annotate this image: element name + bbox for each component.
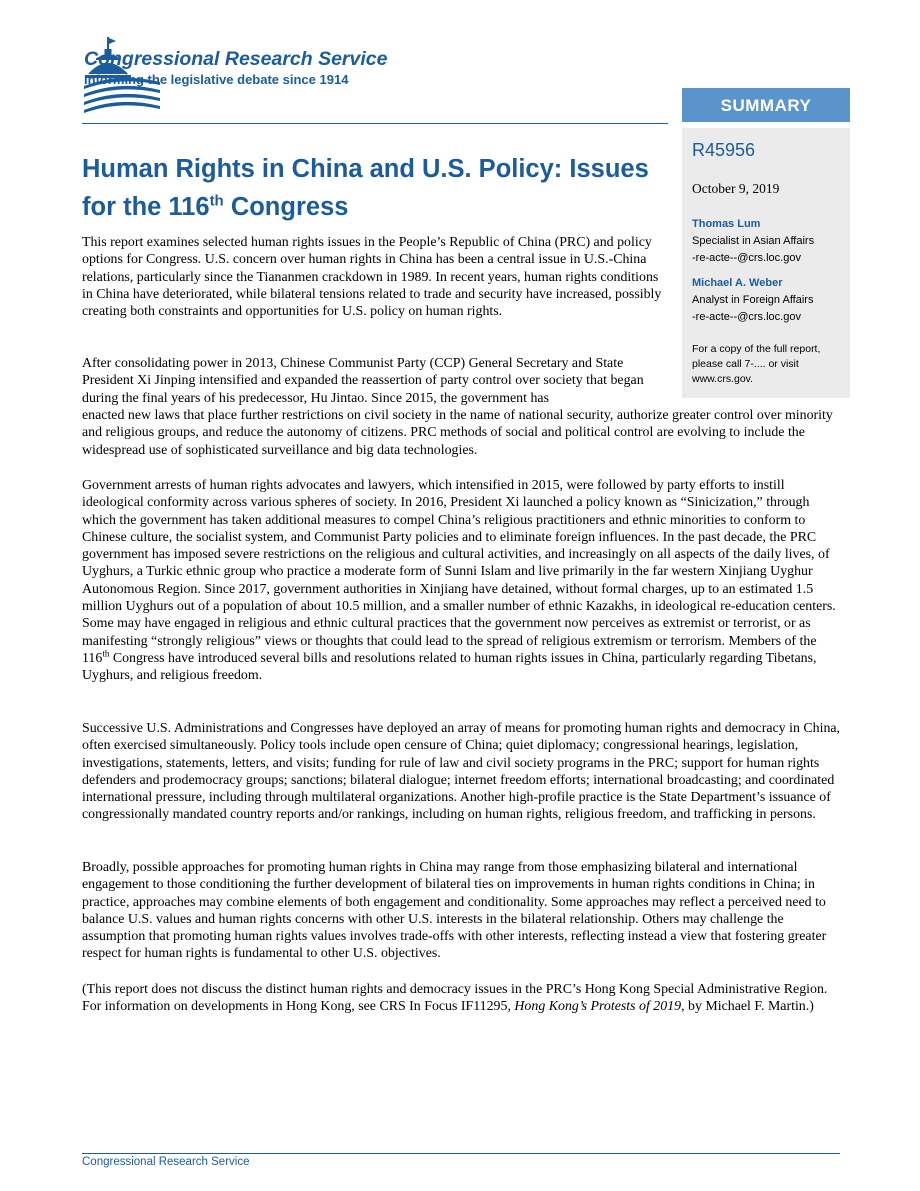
summary-sidebar: [682, 88, 850, 398]
author-name: Michael A. Weber: [692, 277, 783, 289]
report-title: [82, 150, 662, 226]
paragraph-superscript: th: [102, 648, 110, 659]
summary-paragraph: Successive U.S. Administrations and Congresses have deployed an array of means for promoting human rights and democracy in China, often exercised simultaneously. Policy tools include open censure of China; quiet diplomacy; congressional hearings, legislation, investigations, statements, letters, and visits; funding for rule of law and civil society programs in the PRC; support for human rights defenders and prodemocracy groups; sanctions; bilateral dialogue; internet freedom efforts; international broadcasting; and coordinated international pressure, including through multilateral organizations. Another high-profile practice is the State Department’s issuance of congressionally mandated country reports and/or rankings, including on human rights, religious freedom, and trafficking in persons.: [82, 721, 841, 823]
summary-paragraph: This report examines selected human rights issues in the People’s Republic of China (PRC) and policy options for Congress. U.S. concern over human rights in China has been a central issue in U.S.-China relations, particularly since the Tiananmen crackdown in 1989. In recent years, human rights conditions in China have deteriorated, while bilateral tensions related to trade and security have increased, possibly creating both constraints and opportunities for U.S. policy on human rights.: [82, 235, 662, 320]
report-number: R45956: [692, 140, 756, 160]
paragraph-text: Government arrests of human rights advocates and lawyers, which intensified in 2015, were followed by party efforts to instill ideological conformity across various spheres of society. In 2016, President Xi launched a policy known as “Sinicization,” through which the government has taken additional measures to compel China’s religious practitioners and ethnic minorities to conform to Chinese culture, the socialist system, and Communist Party policies and to eliminate foreign influences. In the past decade, the PRC government has imposed severe restrictions on the religious and cultural activities, and increasingly on all aspects of the daily lives, of Uyghurs, a Turkic ethnic group who practice a moderate form of Sunni Islam and live primarily in the far western Xinjiang Uyghur Autonomous Region. Since 2017, government authorities in Xinjiang have detained, without formal charges, up to an estimated 1.5 million Uyghurs out of a population of about 10.5 million, and a smaller number of ethnic Kazakhs, in ideological re-education centers. Some may have engaged in religious and ethnic cultural practices that the government now perceives as extremist or terrorist, or as manifesting “strongly religious” views or thoughts that could lead to the spread of religious extremism or terrorism. Members of the 116: [82, 478, 836, 666]
summary-paragraph: [82, 477, 842, 685]
org-name: Congressional Research Service: [84, 48, 388, 70]
summary-paragraph: Broadly, possible approaches for promoting human rights in China may range from those emphasizing bilateral and international engagement to those conditioning the further development of bilateral ties on improvements in human rights conditions in China; in practice, approaches may combine elements of both engagement and conditionality. Some approaches may reflect a perceived need to balance U.S. values and human rights concerns with other U.S. interests in the bilateral relationship. Others may challenge the assumption that promoting human rights values involves trade-offs with other interests, reflecting instead a view that fostering greater respect for human rights is fundamental to other U.S. objectives.: [82, 860, 827, 962]
author-block: [692, 275, 813, 326]
author-email[interactable]: -re-acte--@crs.loc.gov: [692, 252, 801, 264]
paragraph-text: Congress have introduced several bills and resolutions related to human rights issues in China, particularly regarding Tibetans, Uyghurs, and religious freedom.: [82, 650, 817, 684]
footer-divider: [82, 1153, 840, 1154]
title-superscript: th: [209, 192, 224, 210]
publication-title: Hong Kong’s Protests of 2019: [514, 999, 682, 1015]
footer-text: Congressional Research Service: [82, 1156, 250, 1168]
summary-paragraph: After consolidating power in 2013, Chinese Communist Party (CCP) General Secretary and State President Xi Jinping intensified and expanded the reassertion of party control over society that began during the final years of his predecessor, Hu Jintao. Since 2015, the government has: [82, 356, 644, 406]
summary-paragraph: [82, 981, 842, 1016]
header-divider: [82, 123, 668, 124]
author-block: [692, 216, 814, 267]
author-email[interactable]: -re-acte--@crs.loc.gov: [692, 311, 801, 323]
summary-separator: [682, 122, 850, 128]
org-tagline: Informing the legislative debate since 1914: [84, 72, 349, 87]
summary-paragraph: enacted new laws that place further restrictions on civil society in the name of national security, authorize greater control over minority and religious groups, and reduce the autonomy of citizens. PRC methods of social and political control are evolving to include the widespread use of sophisticated surveillance and big data technologies.: [82, 408, 833, 458]
summary-label: SUMMARY: [682, 88, 850, 122]
report-date: October 9, 2019: [692, 181, 780, 196]
title-text: Human Rights in China and U.S. Policy: Issues for the 116: [82, 155, 649, 221]
title-tail: Congress: [223, 193, 349, 221]
author-name: Thomas Lum: [692, 218, 761, 230]
author-title: Specialist in Asian Affairs: [692, 235, 815, 247]
paragraph-text: (This report does not discuss the distinct human rights and democracy issues in the PRC’s Hong Kong Special Administrative Region. For information on developments in Hong Kong, see CRS In Focus IF11295,: [82, 982, 828, 1015]
author-title: Analyst in Foreign Affairs: [692, 294, 814, 306]
paragraph-text: , by Michael F. Martin.): [681, 999, 814, 1015]
copy-note: For a copy of the full report, please call 7-.... or visit www.crs.gov.: [692, 343, 821, 385]
